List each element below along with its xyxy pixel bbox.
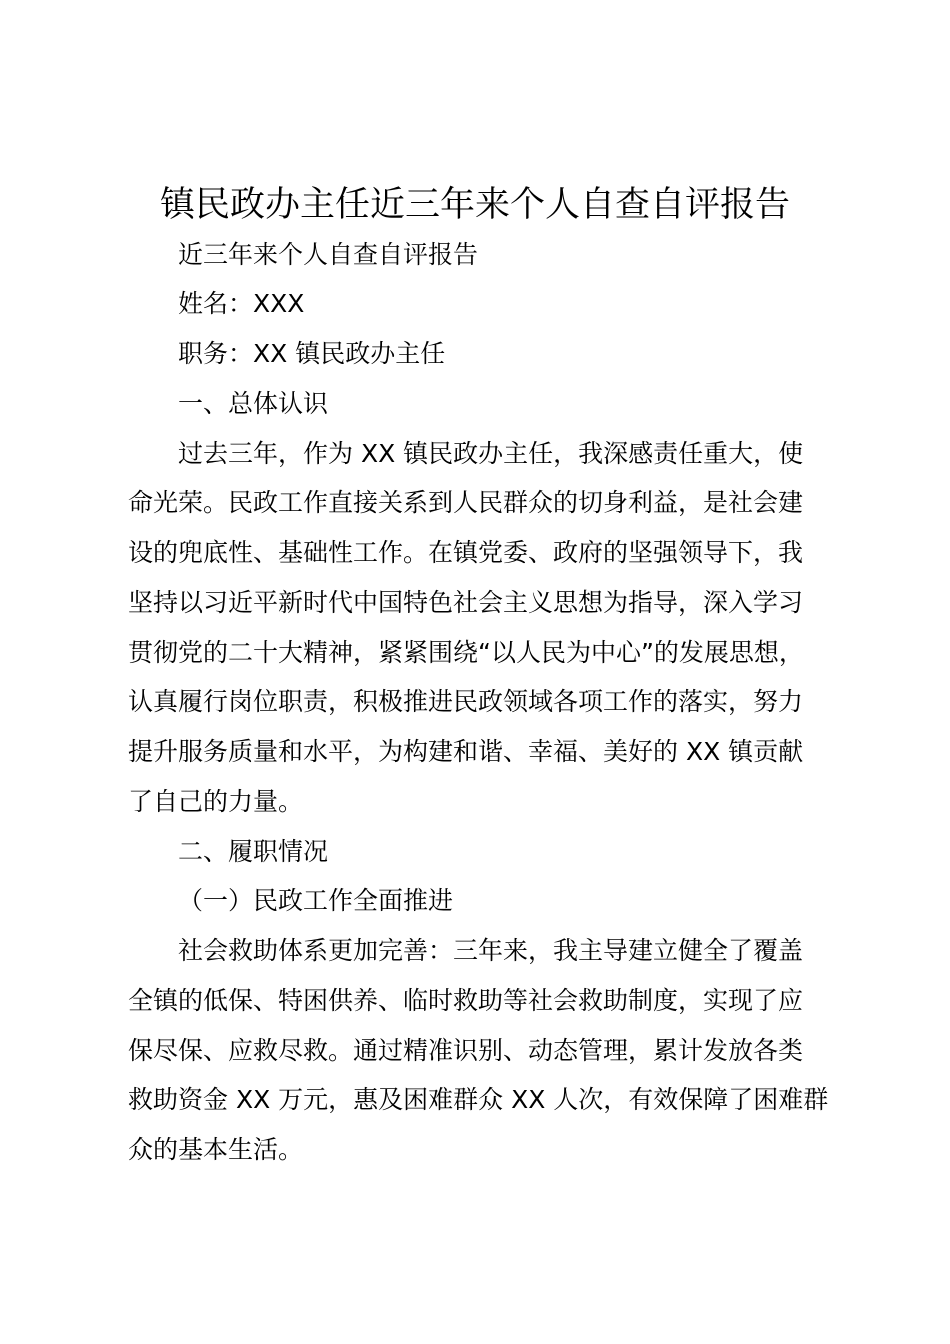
document-title: 镇民政办主任近三年来个人自查自评报告 [159, 185, 790, 225]
position-line: 职务：XX 镇民政办主任 [178, 339, 446, 368]
paragraph-line: 过去三年，作为 XX 镇民政办主任，我深感责任重大，使 [178, 439, 804, 468]
section-heading-overall: 一、总体认识 [178, 389, 329, 418]
paragraph-line: 坚持以习近平新时代中国特色社会主义思想为指导，深入学习 [128, 588, 804, 617]
paragraph-line: 认真履行岗位职责，积极推进民政领域各项工作的落实，努力 [128, 687, 804, 716]
paragraph-line: 设的兜底性、基础性工作。在镇党委、政府的坚强领导下，我 [128, 538, 804, 567]
subsection-heading: （一）民政工作全面推进 [178, 886, 454, 915]
paragraph-line: 了自己的力量。 [128, 787, 304, 816]
document-subtitle: 近三年来个人自查自评报告 [178, 240, 479, 269]
paragraph-line: 保尽保、应救尽救。通过精准识别、动态管理，累计发放各类 [128, 1036, 804, 1065]
name-line: 姓名：XXX [178, 289, 305, 318]
paragraph-line: 救助资金 XX 万元，惠及困难群众 XX 人次，有效保障了困难群 [128, 1085, 829, 1114]
section-heading-duties: 二、履职情况 [178, 837, 329, 866]
paragraph-line: 提升服务质量和水平，为构建和谐、幸福、美好的 XX 镇贡献 [128, 737, 804, 766]
paragraph-line: 命光荣。民政工作直接关系到人民群众的切身利益，是社会建 [128, 488, 804, 517]
paragraph-line: 贯彻党的二十大精神，紧紧围绕“以人民为中心”的发展思想， [128, 638, 804, 667]
paragraph-line: 众的基本生活。 [128, 1135, 304, 1164]
paragraph-line: 全镇的低保、特困供养、临时救助等社会救助制度，实现了应 [128, 986, 804, 1015]
paragraph-line: 社会救助体系更加完善：三年来，我主导建立健全了覆盖 [178, 936, 804, 965]
